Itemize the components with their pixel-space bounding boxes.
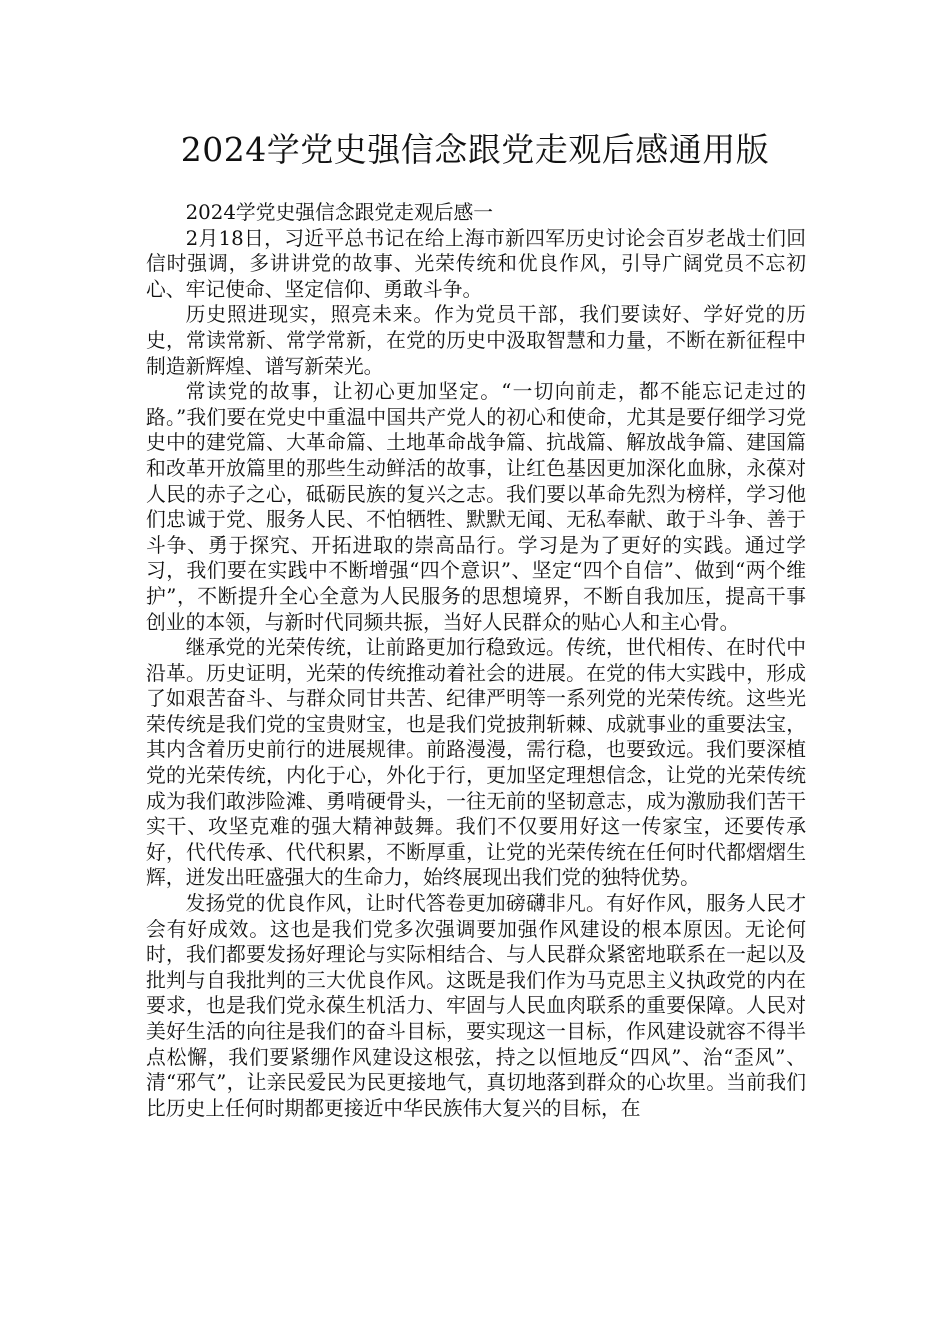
paragraph: 2月18日，习近平总书记在给上海市新四军历史讨论会百岁老战士们回信时强调，多讲讲党的故事、光荣传统和优良作风，引导广阔党员不忘初心、牢记使命、坚定信仰、勇敢斗争。 [146, 226, 806, 301]
paragraph: 发扬党的优良作风，让时代答卷更加磅礴非凡。有好作风，服务人民才会有好成效。这也是我们党多次强调要加强作风建设的根本原因。无论何时，我们都要发扬好理论与实际相结合、与人民群众紧密地联系在一起以及批判与自我批判的三大优良作风。这既是我们作为马克思主义执政党的内在要求，也是我们党永葆生机活力、牢固与人民血肉联系的重要保障。人民对美好生活的向往是我们的奋斗目标，要实现这一目标，作风建设就容不得半点松懈，我们要紧绷作风建设这根弦，持之以恒地反“四风”、治“歪风”、清“邪气”，让亲民爱民为民更接地气，真切地落到群众的心坎里。当前我们比历史上任何时期都更接近中华民族伟大复兴的目标，在 [146, 892, 806, 1120]
document-title: 2024学党史强信念跟党走观后感通用版 [180, 130, 770, 169]
paragraph: 历史照进现实，照亮未来。作为党员干部，我们要读好、学好党的历史，常读常新、常学常新，在党的历史中汲取智慧和力量，不断在新征程中制造新辉煌、谱写新荣光。 [146, 303, 806, 378]
paragraph: 继承党的光荣传统，让前路更加行稳致远。传统，世代相传、在时代中沿革。历史证明，光荣的传统推动着社会的进展。在党的伟大实践中，形成了如艰苦奋斗、与群众同甘共苦、纪律严明等一系列党的光荣传统。这些光荣传统是我们党的宝贵财宝，也是我们党披荆斩棘、成就事业的重要法宝，其内含着历史前行的进展规律。前路漫漫，需行稳，也要致远。我们要深植党的光荣传统，内化于心，外化于行，更加坚定理想信念，让党的光荣传统成为我们敢涉险滩、勇啃硬骨头，一往无前的坚韧意志，成为激励我们苦干实干、攻坚克难的强大精神鼓舞。我们不仅要用好这一传家宝，还要传承好，代代传承、代代积累，不断厚重，让党的光荣传统在任何时代都熠熠生辉，迸发出旺盛强大的生命力，始终展现出我们党的独特优势。 [146, 636, 806, 890]
paragraph: 常读党的故事，让初心更加坚定。“一切向前走，都不能忘记走过的路。”我们要在党史中重温中国共产党人的初心和使命，尤其是要仔细学习党史中的建党篇、大革命篇、土地革命战争篇、抗战篇、解放战争篇、建国篇和改革开放篇里的那些生动鲜活的故事，让红色基因更加深化血脉，永葆对人民的赤子之心，砥砺民族的复兴之志。我们要以革命先烈为榜样，学习他们忠诚于党、服务人民、不怕牺牲、默默无闻、无私奉献、敢于斗争、善于斗争、勇于探究、开拓进取的崇高品行。学习是为了更好的实践。通过学习，我们要在实践中不断增强“四个意识”、坚定“四个自信”、做到“两个维护”，不断提升全心全意为人民服务的思想境界，不断自我加压，提高干事创业的本领，与新时代同频共振，当好人民群众的贴心人和主心骨。 [146, 380, 806, 634]
section-subheading: 2024学党史强信念跟党走观后感一 [185, 201, 494, 224]
document-body [146, 200, 806, 1121]
